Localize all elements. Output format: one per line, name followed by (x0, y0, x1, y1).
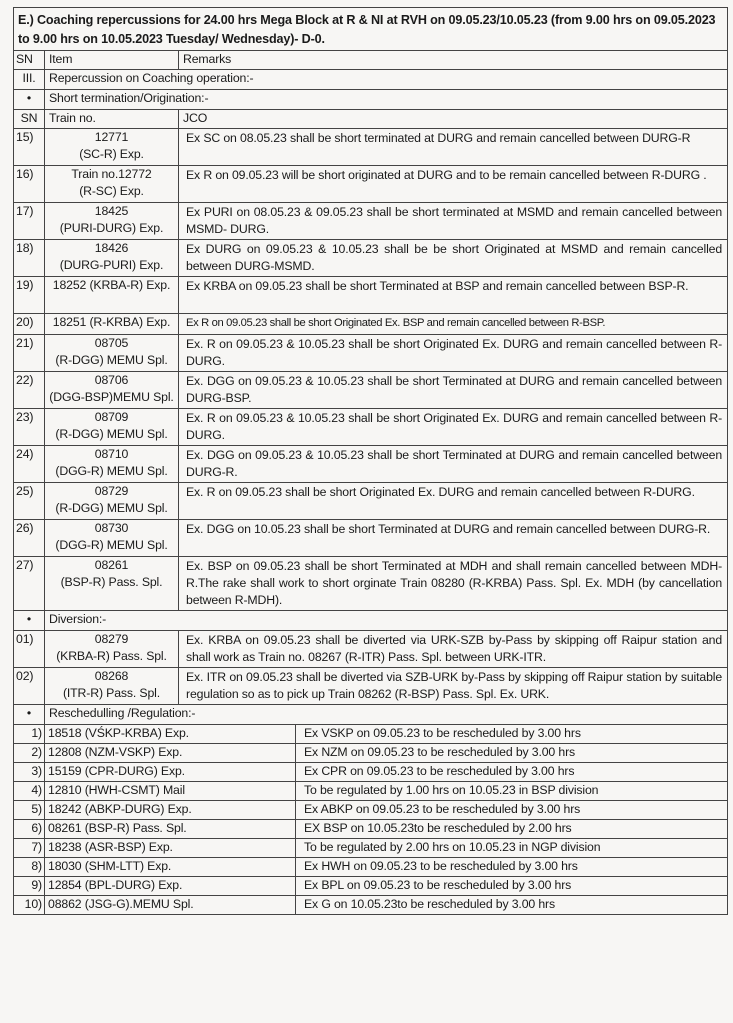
train-number: 18425 (94, 204, 129, 218)
train-number: 18251 (R-KRBA) Exp. (52, 315, 171, 329)
short-termination-row (14, 409, 728, 446)
train-name: (DURG-PURI) Exp. (59, 258, 164, 272)
short-termination-row (14, 335, 728, 372)
train-cell (45, 520, 179, 557)
train-name: (R-SC) Exp. (79, 184, 144, 198)
train-cell: 12808 (NZM-VSKP) Exp. (45, 744, 296, 763)
row-sn: 23) (14, 409, 45, 446)
jco-remark: Ex. BSP on 09.05.23 shall be short Terminated at MDH and shall remain cancelled between MDH-R.The rake shall work to short orginate Train 08280 (R-KRBA) Pass. Spl. Ex. MDH (by cancellation between R-MDH). (179, 557, 728, 611)
short-termination-row (14, 483, 728, 520)
section-repercussion-row (14, 70, 728, 90)
header-jco: JCO (179, 110, 728, 129)
section-short-termination-row (14, 90, 728, 110)
header-sn: SN (14, 51, 45, 70)
short-termination-row (14, 166, 728, 203)
diversion-row (14, 631, 728, 668)
rescheduling-row (14, 801, 728, 820)
row-sn: 8) (14, 858, 45, 877)
row-sn: 26) (14, 520, 45, 557)
short-termination-row (14, 372, 728, 409)
jco-remark: Ex. R on 09.05.23 & 10.05.23 shall be short Originated Ex. DURG and remain cancelled between R-DURG. (179, 409, 728, 446)
train-cell (45, 446, 179, 483)
row-sn: 27) (14, 557, 45, 611)
section-heading: Reschedulling /Regulation:- (45, 705, 728, 725)
section-heading: Diversion:- (45, 611, 728, 631)
train-cell (45, 240, 179, 277)
rescheduling-remark: To be regulated by 2.00 hrs on 10.05.23 in NGP division (296, 839, 728, 858)
train-number: 08710 (94, 447, 129, 461)
row-sn: 7) (14, 839, 45, 858)
row-sn: 1) (14, 725, 45, 744)
row-sn: 4) (14, 782, 45, 801)
rescheduling-remark: Ex BPL on 09.05.23 to be rescheduled by 3.00 hrs (296, 877, 728, 896)
train-name: (BSP-R) Pass. Spl. (60, 575, 163, 589)
rescheduling-remark: Ex HWH on 09.05.23 to be rescheduled by 3.00 hrs (296, 858, 728, 877)
short-termination-row (14, 314, 728, 335)
train-cell (45, 314, 179, 335)
row-sn: 5) (14, 801, 45, 820)
rescheduling-row (14, 839, 728, 858)
rescheduling-remark: Ex VSKP on 09.05.23 to be rescheduled by 3.00 hrs (296, 725, 728, 744)
jco-remark: Ex. DGG on 10.05.23 shall be short Terminated at DURG and remain cancelled between DURG-R. (179, 520, 728, 557)
row-sn: 02) (14, 668, 45, 705)
bullet-icon: • (14, 705, 45, 725)
row-sn: 22) (14, 372, 45, 409)
row-sn: 2) (14, 744, 45, 763)
train-cell (45, 409, 179, 446)
train-number: 08709 (94, 410, 129, 424)
train-number: 12771 (94, 130, 129, 144)
train-cell: 15159 (CPR-DURG) Exp. (45, 763, 296, 782)
train-name: (SC-R) Exp. (79, 147, 144, 161)
row-sn: 10) (14, 896, 45, 915)
jco-remark: Ex. R on 09.05.23 & 10.05.23 shall be short Originated Ex. DURG and remain cancelled between R-DURG. (179, 335, 728, 372)
rescheduling-row (14, 820, 728, 839)
jco-remark: Ex. DGG on 09.05.23 & 10.05.23 shall be short Terminated at DURG and remain cancelled between DURG-BSP. (179, 372, 728, 409)
table-header-row (14, 51, 728, 70)
header-sn: SN (14, 110, 45, 129)
rescheduling-row (14, 782, 728, 801)
train-cell (45, 166, 179, 203)
short-termination-row (14, 557, 728, 611)
document-title: E.) Coaching repercussions for 24.00 hrs Mega Block at R & NI at RVH on 09.05.23/10.05.23 (from 9.00 hrs on 09.05.2023 to 9.00 hrs on 10.05.2023 Tuesday/ Wednesday)- D-0. (14, 8, 728, 51)
row-sn: 16) (14, 166, 45, 203)
rescheduling-row (14, 725, 728, 744)
rescheduling-remark: EX BSP on 10.05.23to be rescheduled by 2.00 hrs (296, 820, 728, 839)
train-cell (45, 129, 179, 166)
train-number: Train no.12772 (71, 167, 152, 181)
section-heading: Repercussion on Coaching operation:- (45, 70, 728, 90)
row-sn: 24) (14, 446, 45, 483)
train-name: (ITR-R) Pass. Spl. (62, 686, 161, 700)
train-cell: 18242 (ABKP-DURG) Exp. (45, 801, 296, 820)
header-remarks: Remarks (179, 51, 728, 70)
train-cell: 12810 (HWH-CSMT) Mail (45, 782, 296, 801)
section-diversion-row (14, 611, 728, 631)
row-sn: 25) (14, 483, 45, 520)
bullet-icon: • (14, 611, 45, 631)
row-sn: 21) (14, 335, 45, 372)
train-name: (DGG-BSP)MEMU Spl. (49, 390, 174, 404)
section-sn: III. (14, 70, 45, 90)
train-name: (KRBA-R) Pass. Spl. (56, 649, 167, 663)
row-sn: 20) (14, 314, 45, 335)
train-number: 08706 (94, 373, 129, 387)
jco-remark: Ex DURG on 09.05.23 & 10.05.23 shall be be short Originated at MSMD and remain cancelled between DURG-MSMD. (179, 240, 728, 277)
jco-remark: Ex SC on 08.05.23 shall be short terminated at DURG and remain cancelled between DURG-R (179, 129, 728, 166)
diversion-row (14, 668, 728, 705)
diversion-remark: Ex. KRBA on 09.05.23 shall be diverted via URK-SZB by-Pass by skipping off Raipur station and shall work as Train no. 08267 (R-ITR) Pass. Spl. between URK-ITR. (179, 631, 728, 668)
document-title-row (14, 8, 728, 51)
jco-remark: Ex R on 09.05.23 will be short originated at DURG and to be remain cancelled between R-DURG . (179, 166, 728, 203)
train-number: 18252 (KRBA-R) Exp. (52, 278, 171, 292)
section-heading: Short termination/Origination:- (45, 90, 728, 110)
short-termination-row (14, 129, 728, 166)
train-cell (45, 631, 179, 668)
bullet-icon: • (14, 90, 45, 110)
jco-remark: Ex R on 09.05.23 shall be short Originated Ex. BSP and remain cancelled between R-BSP. (179, 314, 728, 335)
train-name: (R-DGG) MEMU Spl. (55, 427, 168, 441)
coaching-repercussions-table (13, 7, 728, 915)
rescheduling-remark: Ex CPR on 09.05.23 to be rescheduled by 3.00 hrs (296, 763, 728, 782)
row-sn: 18) (14, 240, 45, 277)
train-name: (DGG-R) MEMU Spl. (55, 538, 168, 552)
jco-remark: Ex PURI on 08.05.23 & 09.05.23 shall be short terminated at MSMD and remain cancelled between MSMD- DURG. (179, 203, 728, 240)
train-name: (DGG-R) MEMU Spl. (55, 464, 168, 478)
short-termination-header-row (14, 110, 728, 129)
row-sn: 01) (14, 631, 45, 668)
train-cell: 08862 (JSG-G).MEMU Spl. (45, 896, 296, 915)
train-number: 08729 (94, 484, 129, 498)
train-name: (R-DGG) MEMU Spl. (55, 501, 168, 515)
rescheduling-row (14, 744, 728, 763)
rescheduling-remark: Ex G on 10.05.23to be rescheduled by 3.00 hrs (296, 896, 728, 915)
train-cell: 08261 (BSP-R) Pass. Spl. (45, 820, 296, 839)
diversion-remark: Ex. ITR on 09.05.23 shall be diverted via SZB-URK by-Pass by skipping off Raipur station by suitable regulation so as to pick up Train 08262 (R-BSP) Pass. Spl. Ex. URK. (179, 668, 728, 705)
train-name: (PURI-DURG) Exp. (59, 221, 164, 235)
train-cell (45, 277, 179, 314)
train-cell (45, 483, 179, 520)
train-cell: 12854 (BPL-DURG) Exp. (45, 877, 296, 896)
rescheduling-row (14, 896, 728, 915)
rescheduling-row (14, 858, 728, 877)
train-cell (45, 557, 179, 611)
train-number: 08730 (94, 521, 129, 535)
row-sn: 6) (14, 820, 45, 839)
train-number: 08268 (94, 669, 129, 683)
jco-remark: Ex KRBA on 09.05.23 shall be short Terminated at BSP and remain cancelled between BSP-R. (179, 277, 728, 314)
train-number: 18426 (94, 241, 129, 255)
train-cell (45, 668, 179, 705)
train-cell (45, 203, 179, 240)
train-cell: 18030 (SHM-LTT) Exp. (45, 858, 296, 877)
row-sn: 19) (14, 277, 45, 314)
jco-remark: Ex. R on 09.05.23 shall be short Originated Ex. DURG and remain cancelled between R-DURG. (179, 483, 728, 520)
header-item: Item (45, 51, 179, 70)
row-sn: 9) (14, 877, 45, 896)
row-sn: 3) (14, 763, 45, 782)
short-termination-row (14, 446, 728, 483)
rescheduling-remark: Ex NZM on 09.05.23 to be rescheduled by 3.00 hrs (296, 744, 728, 763)
train-number: 08279 (94, 632, 129, 646)
train-cell: 18518 (VŚKP-KRBA) Exp. (45, 725, 296, 744)
rescheduling-remark: To be regulated by 1.00 hrs on 10.05.23 in BSP division (296, 782, 728, 801)
section-rescheduling-row (14, 705, 728, 725)
train-number: 08705 (94, 336, 129, 350)
row-sn: 15) (14, 129, 45, 166)
short-termination-row (14, 240, 728, 277)
rescheduling-row (14, 763, 728, 782)
short-termination-row (14, 277, 728, 314)
train-cell: 18238 (ASR-BSP) Exp. (45, 839, 296, 858)
jco-remark: Ex. DGG on 09.05.23 & 10.05.23 shall be short Terminated at DURG and remain cancelled between DURG-R. (179, 446, 728, 483)
train-cell (45, 372, 179, 409)
short-termination-row (14, 203, 728, 240)
short-termination-row (14, 520, 728, 557)
train-cell (45, 335, 179, 372)
train-name: (R-DGG) MEMU Spl. (55, 353, 168, 367)
rescheduling-remark: Ex ABKP on 09.05.23 to be rescheduled by 3.00 hrs (296, 801, 728, 820)
train-number: 08261 (94, 558, 129, 572)
header-train-no: Train no. (45, 110, 179, 129)
row-sn: 17) (14, 203, 45, 240)
rescheduling-row (14, 877, 728, 896)
